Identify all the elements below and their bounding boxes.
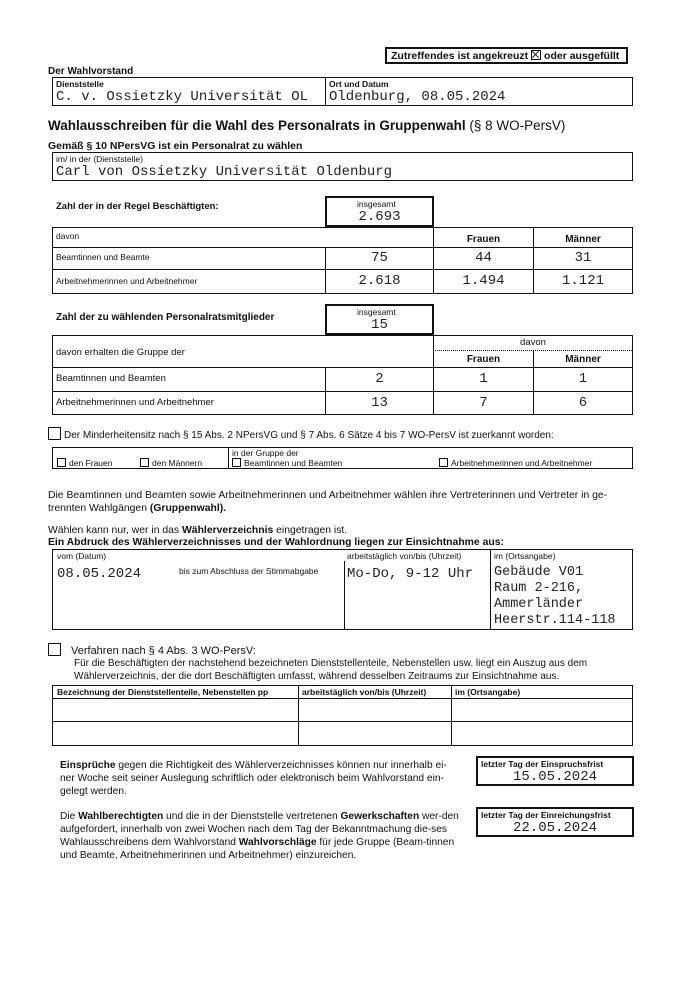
dienststelle-value[interactable]: C. v. Ossietzky Universität OL [56,89,309,105]
minderheit-row [48,427,554,441]
verfahren-checkbox[interactable] [48,643,61,656]
zeit-label: arbeitstäglich von/bis (Uhrzeit) [347,551,462,561]
notice-box [385,47,628,64]
row-label-arbeitnehmer: Arbeitnehmerinnen und Arbeitnehmer [56,276,198,286]
frauen-checkbox[interactable] [57,458,66,467]
insgesamt-label-2: insgesamt [357,307,396,317]
verfahren-table [52,685,633,746]
gruppenwahl-paragraph: Die Beamtinnen und Beamten sowie Arbeitnehmerinnen und Arbeitnehmer wählen ihre Vertreterinnen und Vertreter in ge-trennten Wahlgängen (Gruppenwahl). [48,490,608,514]
mitglieder-insgesamt-box [325,304,434,335]
einreichung-frist-label: letzter Tag der Einreichungsfrist [481,810,611,820]
maenner-checkbox[interactable] [140,458,149,467]
page-title: Wahlausschreiben für die Wahl des Personalrats in Gruppenwahl (§ 8 WO-PersV) [48,118,566,133]
abdruck-heading: Ein Abdruck des Wählerverzeichnisses und der Wahlordnung liegen zur Einsichtnahme aus: [48,537,504,548]
row-total-beamte[interactable]: 75 [371,250,388,266]
minderheit-checkbox[interactable] [48,427,61,440]
vom-label: vom (Datum) [57,551,107,561]
mrow-frauen-arbeitnehmer[interactable]: 7 [479,395,488,411]
beschaeftigte-insgesamt-box [325,196,434,227]
mrow-total-arbeitnehmer[interactable]: 13 [371,395,388,411]
frauen-header: Frauen [466,234,501,245]
waehlerverzeichnis-paragraph: Wählen kann nur, wer in das Wählerverzeichnis eingetragen ist. [48,525,348,536]
row-label-beamte: Beamtinnen und Beamte [56,252,150,262]
mrow-label-arbeitnehmer: Arbeitnehmerinnen und Arbeitnehmer [56,397,214,408]
row-total-arbeitnehmer[interactable]: 2.618 [358,273,401,289]
crossed-checkbox-icon [531,50,541,60]
beschaeftigte-heading: Zahl der in der Regel Beschäftigten: [56,201,219,212]
notice-post: oder ausgefüllt [544,50,620,62]
beschaeftigte-table [52,227,633,294]
einspruch-text: Einsprüche gegen die Richtigkeit des Wählerverzeichnisses können nur innerhalb ei-ner Woche seit seiner Auslegung schriftlich oder elektronisch beim Wahlvorstand ein-gelegt werden. [60,760,447,797]
ort-label: Ort und Datum [329,79,389,89]
mrow-frauen-beamte[interactable]: 1 [479,371,488,387]
minderheit-maenner: den Männern [140,458,202,468]
mitglieder-table [52,335,633,415]
mrow-total-beamte[interactable]: 2 [375,371,384,387]
dienststelle-label: Dienststelle [56,79,104,89]
header-fields [52,77,633,106]
minderheit-gruppe-label: in der Gruppe der [232,448,299,458]
einreichung-frist-value[interactable]: 22.05.2024 [512,820,597,836]
maenner-header-2: Männer [565,354,601,365]
minderheit-box [52,447,633,469]
row-frauen-arbeitnehmer[interactable]: 1.494 [462,273,505,289]
einreichung-frist-box [476,807,634,837]
einsicht-ort-value[interactable]: Gebäude V01 Raum 2-216, Ammerländer Heerstr.114-118 [494,565,616,628]
bis-label: bis zum Abschluss der Stimmabgabe [179,566,319,576]
beamte-checkbox[interactable] [232,458,241,467]
insgesamt-label: insgesamt [357,199,396,209]
minderheit-arbeitnehmer: Arbeitnehmerinnen und Arbeitnehmer [439,458,592,468]
verfahren-col2: arbeitstäglich von/bis (Uhrzeit) [302,687,427,697]
im-value[interactable]: Carl von Ossietzky Universität Oldenburg [56,164,393,180]
minderheit-beamte: Beamtinnen und Beamten [232,458,342,468]
wahlvorschlag-text: Die Wahlberechtigten und die in der Dienststelle vertretenen Gewerkschaften wer-den aufgefordert, innerhalb von zwei Wochen nach dem Tag der Bekanntmachung die-ses Wahlausschreibens dem Wahlvorstand Wahlvorschläge für jede Gruppe (Beam-tinnen und Beamte, Arbeitnehmerinnen und Arbeitnehmer) einzureichen. [60,811,459,861]
minderheit-frauen: den Frauen [57,458,112,468]
frauen-header-2: Frauen [466,354,501,365]
zeit-value[interactable]: Mo-Do, 9-12 Uhr [347,566,474,582]
einspruch-frist-value[interactable]: 15.05.2024 [512,769,597,785]
verfahren-text: Für die Beschäftigten der nachstehend bezeichneten Dienststellenteile, Nebenstellen usw. liegt ein Auszug aus dem Wählerverzeichnis, der die dort Beschäftigten umfasst, während desselben Zeitraums zur Einsichtnahme aus. [74,658,588,682]
gruppe-label: davon erhalten die Gruppe der [56,347,185,358]
mrow-label-beamte: Beamtinnen und Beamten [56,373,166,384]
ort-value[interactable]: Oldenburg, 08.05.2024 [329,89,506,105]
davon-label-2: davon [520,337,546,348]
minderheit-text: Der Minderheitensitz nach § 15 Abs. 2 NPersVG und § 7 Abs. 6 Sätze 4 bis 7 WO-PersV ist zuerkannt worden: [64,430,554,441]
mrow-maenner-arbeitnehmer[interactable]: 6 [578,395,588,411]
verfahren-col1: Bezeichnung der Dienststellenteile, Nebenstellen pp [57,687,269,697]
im-label: im/ in der (Dienststelle) [56,154,143,164]
verfahren-title: Verfahren nach § 4 Abs. 3 WO-PersV: [48,643,256,657]
wahlvorstand-label: Der Wahlvorstand [48,66,134,77]
mitglieder-heading: Zahl der zu wählenden Personalratsmitglieder [56,312,275,323]
einsicht-table [52,549,633,630]
notice-pre: Zutreffendes ist angekreuzt [391,50,529,62]
einspruch-frist-label: letzter Tag der Einspruchsfrist [481,759,604,769]
dienststelle-box [52,152,633,181]
ort-label-2: im (Ortsangabe) [494,551,556,561]
row-maenner-arbeitnehmer[interactable]: 1.121 [561,273,604,289]
davon-label: davon [56,231,80,241]
mrow-maenner-beamte[interactable]: 1 [578,371,588,387]
row-maenner-beamte[interactable]: 31 [574,250,592,266]
maenner-header: Männer [565,234,601,245]
gemaess-text: Gemäß § 10 NPersVG ist ein Personalrat zu wählen [48,140,303,152]
arbeitnehmer-checkbox[interactable] [439,458,448,467]
insgesamt-value-2[interactable]: 15 [371,317,388,333]
einspruch-frist-box [476,756,634,786]
row-frauen-beamte[interactable]: 44 [475,250,492,266]
verfahren-col3: im (Ortsangabe) [455,687,521,697]
insgesamt-value[interactable]: 2.693 [358,209,401,225]
vom-value[interactable]: 08.05.2024 [57,566,142,582]
